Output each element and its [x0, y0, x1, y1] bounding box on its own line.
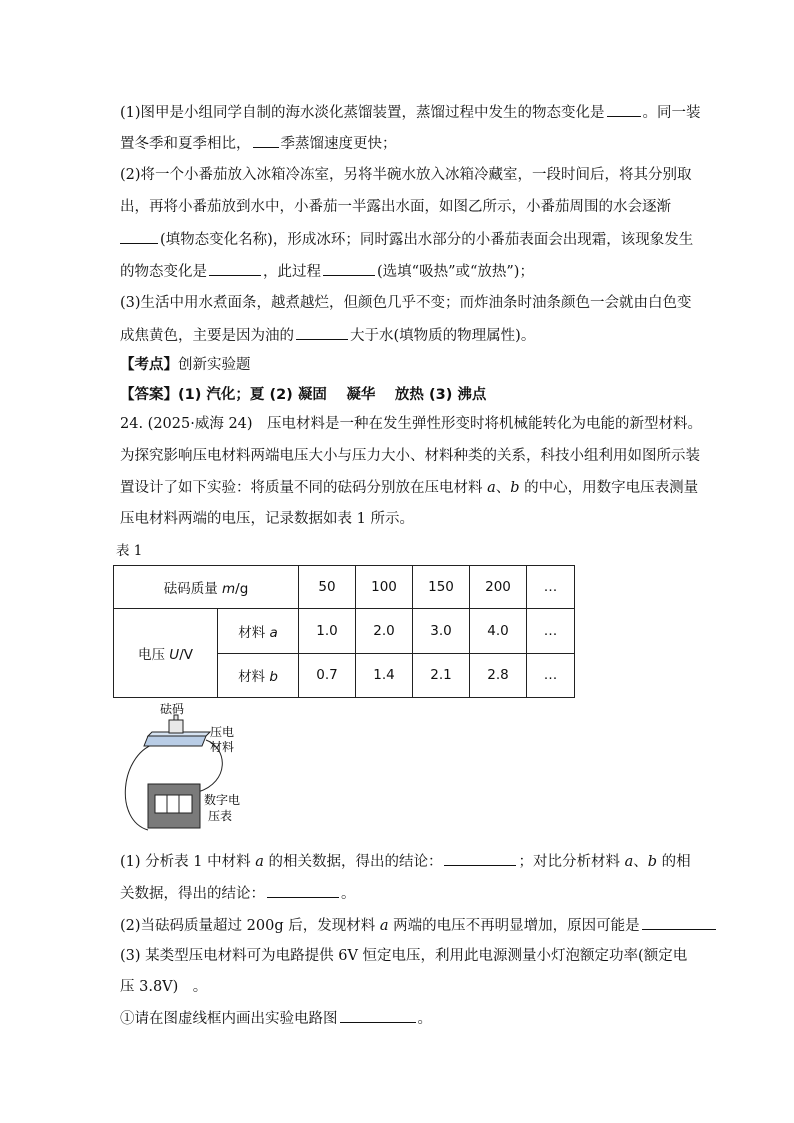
q24-line3	[120, 478, 698, 498]
var-b: b	[647, 854, 658, 870]
text: (2)将一个小番茄放入冰箱冷冻室，另将半碗水放入冰箱冷藏室，一段时间后，将其分别取	[120, 167, 692, 183]
q24-sub3-line1	[120, 946, 687, 966]
blank	[267, 883, 339, 898]
mass-header-cell	[114, 566, 299, 609]
q24-sub1-line1	[120, 851, 691, 872]
table-row	[114, 609, 575, 654]
table-cell: …	[527, 653, 575, 698]
material-a-label-cell	[218, 609, 299, 654]
text: ；对比分析材料	[518, 854, 625, 870]
q23-part2-line2	[120, 197, 671, 217]
text: 压电材料两端的电压，记录数据如表 1 所示。	[120, 511, 414, 527]
table-cell: 2.1	[413, 653, 470, 698]
q24-sub3-line2	[120, 977, 207, 997]
var: a	[269, 624, 278, 641]
text: 的相关数据，得出的结论：	[263, 854, 443, 870]
text: 出，再将小番茄放到水中，小番茄一半露出水面，如图乙所示，小番茄周围的水会逐渐	[120, 199, 671, 215]
voltage-header-cell	[114, 609, 218, 698]
text: 砝码质量	[163, 581, 222, 597]
table-cell: 2.8	[470, 653, 527, 698]
blank	[642, 915, 716, 930]
table-cell: 0.7	[299, 653, 356, 698]
text: 。同一装	[642, 105, 701, 121]
q24-sub2-line1	[120, 915, 718, 936]
text: ①请在图虚线框内画出实验电路图	[120, 1011, 338, 1027]
text: 电压	[138, 647, 170, 663]
voltmeter-display	[155, 795, 192, 813]
text: 成焦黄色，主要是因为油的	[120, 328, 294, 344]
table-cell: …	[527, 566, 575, 609]
q24-sub1-line2	[120, 883, 356, 904]
text: 的中心，用数字电压表测量	[519, 480, 699, 496]
var: b	[269, 669, 278, 686]
table-cell: 4.0	[470, 609, 527, 654]
kaodian-line	[120, 355, 251, 375]
meter-label-1: 数字电	[204, 793, 241, 807]
blank	[340, 1008, 416, 1023]
answer-line	[120, 385, 486, 405]
table-cell: 1.4	[356, 653, 413, 698]
var-a: a	[624, 854, 634, 870]
answer-text: (1) 汽化；夏 (2) 凝固 凝华 放热 (3) 沸点	[178, 387, 487, 403]
blank	[296, 325, 348, 340]
q23-part3-line1	[120, 293, 692, 313]
text: (1)图甲是小组同学自制的海水淡化蒸馏装置，蒸馏过程中发生的物态变化是	[120, 105, 605, 121]
table-cell: 150	[413, 566, 470, 609]
kaodian-tag: 【考点】	[120, 357, 178, 373]
piezo-plate	[144, 736, 206, 746]
meter-label-2: 压表	[208, 809, 233, 823]
text: (选填“吸热”或“放热”)；	[377, 264, 534, 280]
text: 的物态变化是	[120, 264, 207, 280]
answer-tag: 【答案】	[120, 387, 178, 403]
var-a: a	[379, 918, 389, 934]
kaodian-text: 创新实验题	[178, 357, 251, 373]
blank	[323, 261, 375, 276]
material-label-1: 压电	[210, 725, 235, 739]
text: 材料	[238, 624, 270, 641]
apparatus-figure	[118, 700, 278, 835]
material-label-2: 材料	[210, 740, 235, 754]
q23-part1-line2	[120, 133, 397, 154]
blank	[607, 102, 641, 117]
text: 。	[341, 886, 356, 902]
text: (3)生活中用水煮面条，越煮越烂，但颜色几乎不变；而炸油条时油条颜色一会就由白色变	[120, 295, 692, 311]
table-cell: 1.0	[299, 609, 356, 654]
table-row	[114, 566, 575, 609]
table-cell: 3.0	[413, 609, 470, 654]
var-a: a	[487, 480, 496, 496]
text: (2)当砝码质量超过 200g 后，发现材料	[120, 918, 380, 934]
text: 两端的电压不再明显增加，原因可能是	[388, 918, 640, 934]
var: U	[169, 647, 180, 663]
q23-part2-line4	[120, 261, 534, 282]
text: /g	[235, 581, 249, 597]
table-cell: 200	[470, 566, 527, 609]
q24-line1	[120, 414, 702, 434]
text: (填物态变化名称)，形成冰环；同时露出水部分的小番茄表面会出现霜，该现象发生	[160, 232, 694, 248]
text: 关数据，得出的结论：	[120, 886, 265, 902]
blank	[209, 261, 261, 276]
q23-part3-line2	[120, 325, 535, 346]
weight-body	[169, 720, 183, 733]
text: 大于水(填物质的物理属性)。	[350, 328, 536, 344]
text: 置冬季和夏季相比，	[120, 136, 251, 152]
text: 置设计了如下实验：将质量不同的砝码分别放在压电材料	[120, 480, 488, 496]
text: 为探究影响压电材料两端电压大小与压力大小、材料种类的关系，科技小组利用如图所示装	[120, 448, 700, 464]
text: 。	[417, 1011, 432, 1027]
text: 、	[633, 854, 648, 870]
q23-part2-line1	[120, 165, 692, 185]
blank	[253, 133, 279, 148]
text: 季蒸馏速度更快；	[280, 136, 397, 152]
text: 表 1	[116, 543, 143, 559]
weight-label: 砝码	[160, 702, 185, 716]
q24-line2	[120, 446, 700, 466]
text: 压 3.8V) 。	[120, 979, 208, 995]
table-cell: 2.0	[356, 609, 413, 654]
material-b-label-cell	[218, 653, 299, 698]
blank	[120, 229, 158, 244]
q23-part1-line1	[120, 102, 701, 123]
text: ，此过程	[263, 264, 321, 280]
var-a: a	[255, 854, 264, 870]
var: m	[222, 581, 236, 597]
text: 材料	[238, 669, 270, 686]
table-cell: 100	[356, 566, 413, 609]
data-table	[113, 565, 575, 698]
var-b: b	[510, 480, 520, 496]
text: 、	[495, 480, 511, 496]
text: /V	[179, 647, 193, 663]
table-cell: …	[527, 609, 575, 654]
text: 的相	[657, 854, 691, 870]
text: (1) 分析表 1 中材料	[120, 854, 256, 870]
q23-part2-line3	[120, 229, 693, 250]
text: (3) 某类型压电材料可为电路提供 6V 恒定电压，利用此电源测量小灯泡额定功率(额定电	[120, 948, 688, 964]
table-cell: 50	[299, 566, 356, 609]
q24-sub3-item1	[120, 1008, 432, 1029]
q24-line4	[120, 509, 414, 529]
blank	[444, 851, 516, 866]
table-caption	[116, 541, 142, 561]
text: 24. (2025·威海 24) 压电材料是一种在发生弹性形变时将机械能转化为电能的新型材料。	[120, 416, 703, 432]
